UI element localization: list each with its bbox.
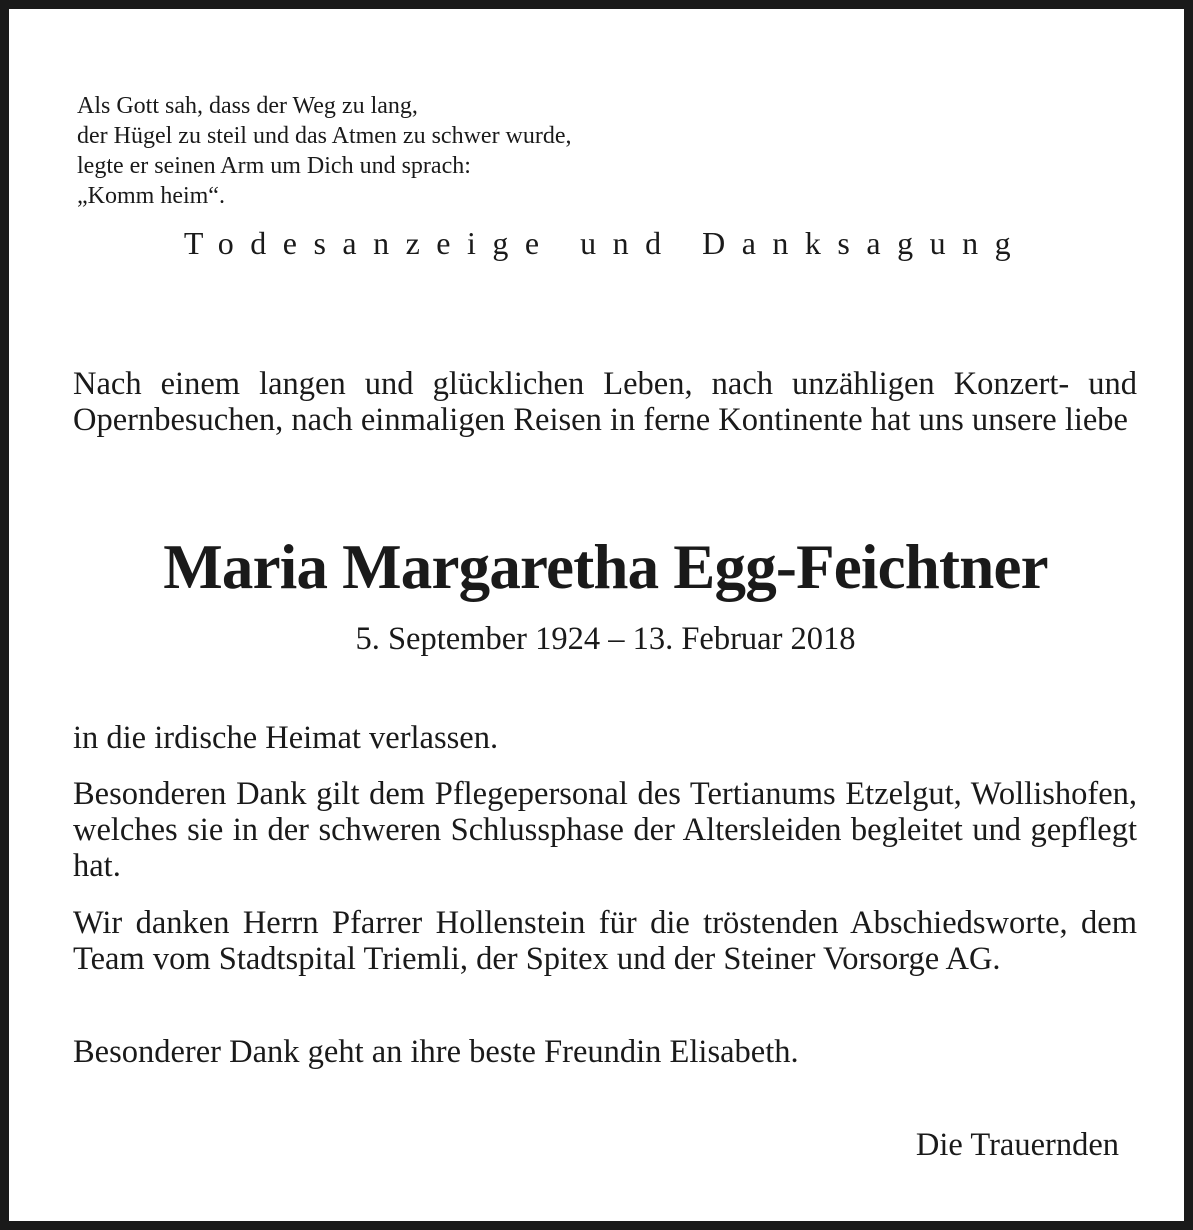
poem	[77, 91, 777, 211]
intro-paragraph: Nach einem langen und glücklichen Leben, nach unzähligen Konzert- und Opernbesuchen, nach einmaligen Reisen in ferne Kontinente hat uns unsere liebe	[73, 366, 1137, 438]
deceased-name: Maria Margaretha Egg-Feichtner	[163, 532, 1048, 602]
body-paragraph: in die irdische Heimat verlassen.	[73, 720, 499, 756]
notice-heading: Todesanzeige und Danksagung	[183, 225, 1028, 261]
life-dates: 5. September 1924 – 13. Februar 2018	[355, 621, 856, 657]
poem-line: der Hügel zu steil und das Atmen zu schwer wurde,	[77, 123, 572, 149]
poem-line: „Komm heim“.	[77, 183, 225, 209]
poem-line: legte er seinen Arm um Dich und sprach:	[77, 153, 471, 179]
signature: Die Trauernden	[915, 1127, 1119, 1163]
body-paragraph: Besonderer Dank geht an ihre beste Freundin Elisabeth.	[73, 1034, 799, 1070]
body-paragraph: Wir danken Herrn Pfarrer Hollenstein für die tröstenden Abschiedsworte, dem Team vom Stadtspital Triemli, der Spitex und der Steiner Vorsorge AG.	[73, 905, 1137, 977]
poem-line: Als Gott sah, dass der Weg zu lang,	[77, 93, 418, 119]
body-paragraph: Besonderen Dank gilt dem Pflegepersonal des Tertianums Etzelgut, Wollishofen, welches sie in der schweren Schlussphase der Altersleiden begleitet und gepflegt hat.	[73, 776, 1137, 884]
